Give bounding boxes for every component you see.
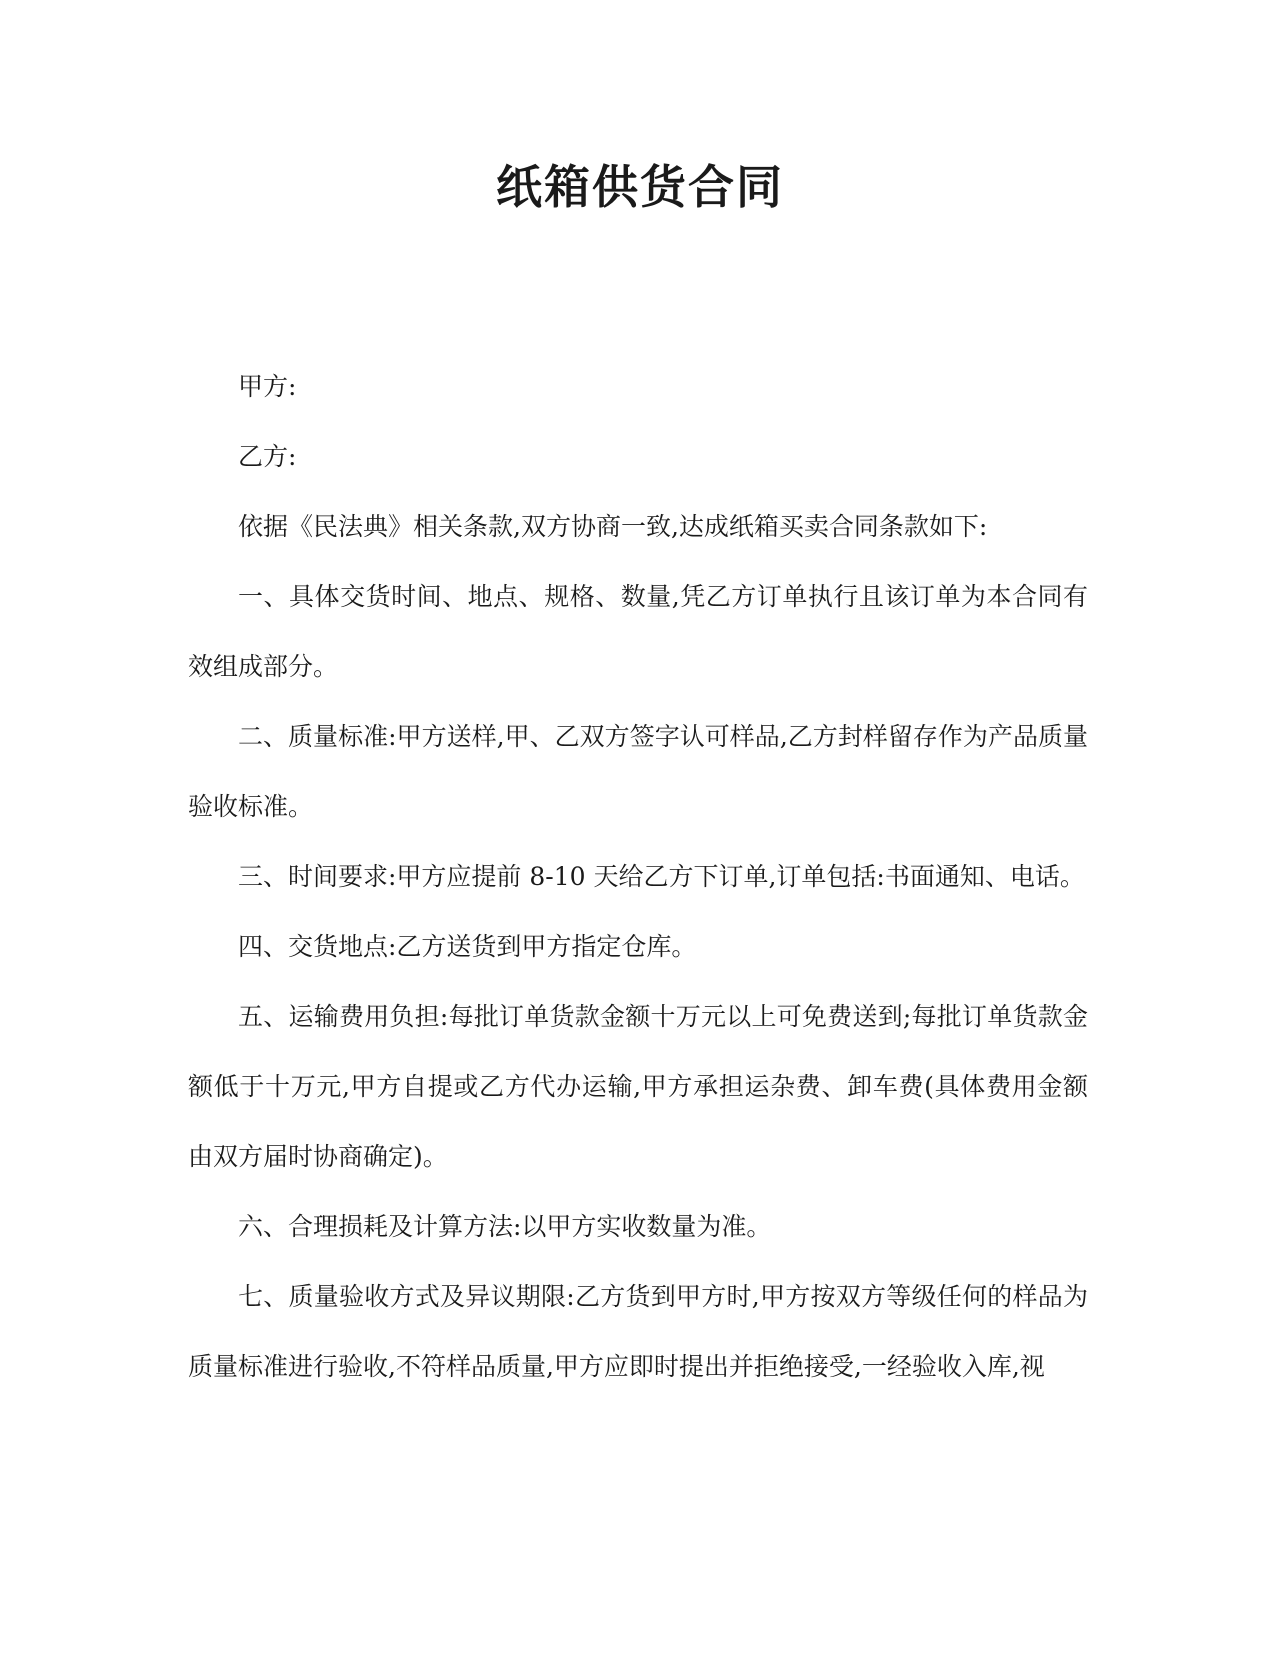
clause-3: 三、时间要求:甲方应提前 8-10 天给乙方下订单,订单包括:书面通知、电话。	[238, 862, 1085, 891]
clause-7: 七、质量验收方式及异议期限:乙方货到甲方时,甲方按双方等级任何的样品为质量标准进行验收,不符样品质量,甲方应即时提出并拒绝接受,一经验收入库,视	[188, 1282, 1088, 1381]
clause-6: 六、合理损耗及计算方法:以甲方实收数量为准。	[238, 1212, 772, 1241]
clause-4: 四、交货地点:乙方送货到甲方指定仓库。	[238, 932, 697, 961]
document-title: 纸箱供货合同	[496, 160, 784, 214]
document-body	[188, 352, 1088, 1402]
party-b-line: 乙方:	[238, 442, 297, 471]
clause-2: 二、质量标准:甲方送样,甲、乙双方签字认可样品,乙方封样留存作为产品质量验收标准。	[188, 722, 1088, 821]
clause-1: 一、具体交货时间、地点、规格、数量,凭乙方订单执行且该订单为本合同有效组成部分。	[188, 582, 1088, 681]
preamble-paragraph: 依据《民法典》相关条款,双方协商一致,达成纸箱买卖合同条款如下:	[238, 512, 988, 541]
party-a-line: 甲方:	[238, 372, 297, 401]
clause-5: 五、运输费用负担:每批订单货款金额十万元以上可免费送到;每批订单货款金额低于十万元,甲方自提或乙方代办运输,甲方承担运杂费、卸车费(具体费用金额由双方届时协商确定)。	[188, 1002, 1088, 1171]
